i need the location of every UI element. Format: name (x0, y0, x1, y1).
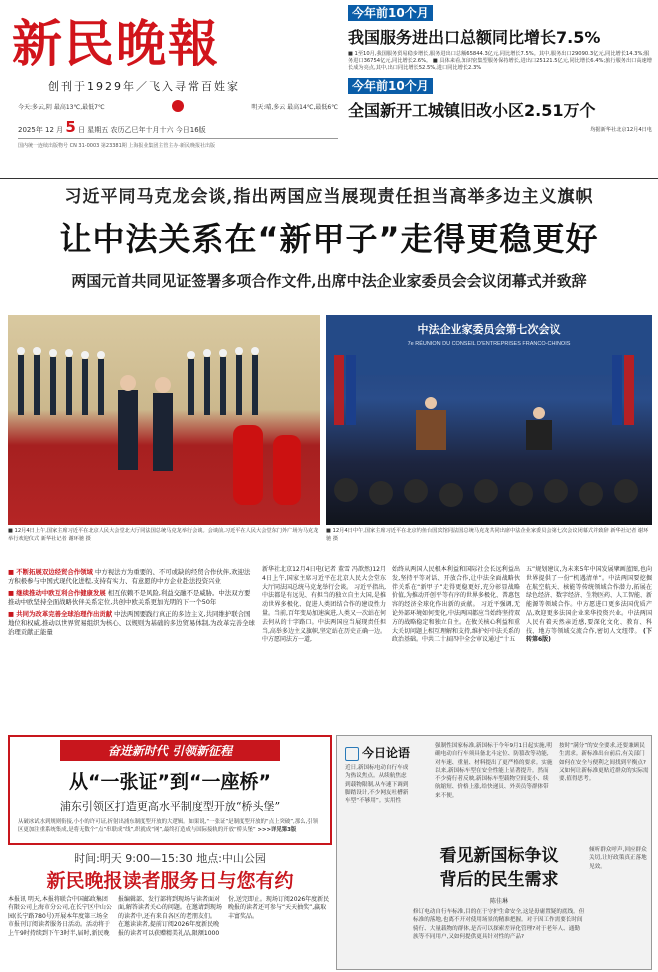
item1-body: ■ 1至10月,我国服务贸易稳步增长,服务进出口总额65844.3亿元,同比增长7.5%。其中,服务出口29090.3亿元,同比增长14.3%;服务进口36754亿元,同比增长2.6%。 ■ 具体来看,知识密集型服务保持增长,进出口25121.5亿元,同比增长6.4%;旅行服务出口高速增长成为亮点,其中,出口同比增长52.5%,进口同比增长2.3% (348, 51, 652, 71)
date-suffix: 日 星期五 农历乙巳年十月十六 今日16版 (78, 126, 206, 134)
weather-bar (18, 100, 338, 112)
date-prefix: 2025年 12 月 (18, 126, 64, 134)
key-point: ■ 继续推动中欧互利合作健康发展 相互依赖不是风险,利益交融不是威胁。中法双方要推动中欧坚持全面战略伙伴关系定位,共创中欧关系更加光明的下一个50年 (8, 588, 251, 607)
event-time: 时间:明天 9:00—15:30 地点:中山公园 (74, 852, 266, 865)
item2-title[interactable]: 全国新开工城镇旧改小区2.51万个 (348, 101, 596, 120)
item2-kicker: 今年前10个月 (348, 77, 652, 95)
weather-tomorrow: 明天:晴,多云 最高14℃,最低6℃ (251, 103, 338, 111)
lead-subhead: 两国元首共同见证签署多项合作文件,出席中法企业家委员会会议闭幕式并致辞 (71, 272, 587, 290)
photo-caption-right: ■ 12月4日中午,国家主席习近平在北京钓鱼台国宾馆同法国总统马克龙共同出席中法企业家委员会第七次会议闭幕式并致辞 新华社记者 谢环驰 摄 (326, 528, 649, 542)
event-body: 本报讯 明天,本报将联合中国邮政集团有限公司上海市分公司,在长宁区中山公园(长宁路780号)开展本年度第三场全市报刊订阅读者服务日活动。活动将于上午9时持续到下午3时半,届时,新民晚报编辑部、发行部将到现场与读者面对面,解答读者关心的问题。在邀请到现场的读者中,还有来自各区的老朋友们。 在邀读读者,提前订阅2026年度新民晚报的读者可以获赠精美礼品,限额1000份,送完即止。现场订阅2026年度新民晚报的读者还可参与“天天抽奖”,赢取丰富奖品。 (8, 896, 330, 937)
lead-kicker: 习近平同马克龙会谈,指出两国应当展现责任担当高举多边主义旗帜 (64, 187, 594, 207)
feature-body: 从破冰试水到规则衔接,小小的许可证,折射出浦东制度型开放的大逻辑。如果说,“一张证”是制度型开放的“点上突破”,那么,引领区更加注重系统集成,是将无数个“点”串联成“线”,织就成“网”,最终打造成与国际接轨的开放“桥头堡” >>>详见第3版 (18, 819, 319, 833)
publication-info: 国内统一连续出版物号 CN 31-0003 第23381期 上海报业集团主管主办·新民晚报社出版 (18, 138, 338, 149)
key-point: ■ 不断拓展双边经贸合作领域 中方视法方为重要的、不可或缺的经贸合作伙伴,欢迎法方积极参与中国式现代化进程,支持有实力、有意愿的中方企业赴法投资兴业 (8, 568, 251, 586)
newspaper-logo: 新民晚報 (12, 14, 220, 73)
entrepreneurs-meeting-photo[interactable] (326, 315, 652, 525)
feature-subtitle: 浦东引领区打造更高水平制度型开放“桥头堡” (59, 800, 281, 813)
commentary-column-b: 强制性国家标准,新国标于今年9月1日起实施,明确电动自行车须具备北斗定位、防篡改等功能,对车速、重量、材料提出了更严格的要求。实施以来,新国标车型在安全性能上显著提升。然而不少骑行者反映,新国标车型载物空间变小、续航缩短、价格上涨,给快递员、外卖员等群体带来不便。 (435, 743, 553, 799)
photo-caption-left: ■ 12月4日上午,国家主席习近平在北京人民大会堂北大厅同法国总统马克龙举行会谈。会谈前,习近平在人民大会堂东门外广场为马克龙举行欢迎仪式 新华社记者 谢环驰 摄 (8, 528, 319, 542)
weather-today: 今天:多云,阴 最高13℃,最低7℃ (18, 103, 105, 111)
feature-link[interactable]: >>>详见第3版 (257, 826, 297, 833)
commentary-title[interactable]: 看见新国标争议 背后的民生需求 (439, 846, 559, 890)
article-column-3: 五”规划建议,为未来5年中国发展擘画蓝图,也向世界提供了一份“机遇清单”。中法两国要挖掘在航空航天、核能等传统领域合作潜力,拓展在绿色经济、数字经济、生物医药、人工智能、新能源等领域合作。中方愿进口更多法国优质产品,欢迎更多法国企业来华投资兴业。中法两国人民有着天然亲近感,要深化文化、教育、科技、地方等领域交流合作,密切人文纽带。 (下转第6版) (526, 566, 653, 644)
masthead (8, 4, 338, 152)
lead-headline[interactable]: 让中法关系在“新甲子”走得更稳更好 (59, 220, 599, 258)
feature-box[interactable] (8, 735, 332, 845)
commentary-label: 今日论语 (345, 744, 425, 761)
welcome-ceremony-photo[interactable] (8, 315, 320, 525)
item1-kicker: 今年前10个月 (348, 4, 652, 22)
item2-credit: 均据新华社北京12月4日电 (590, 127, 652, 133)
commentary-column-a: 近日,新国标电动自行车成为热议焦点。从续航焦虑到载物限制,从车速下调到脚踏设计,不少网友吐槽新车型“不够用”。实用性 (345, 765, 409, 805)
sun-icon (172, 100, 184, 112)
continued-link[interactable]: (下转第6版) (526, 627, 652, 644)
slogan: 创刊于1929年／飞入寻常百姓家 (48, 80, 240, 93)
article-column-1: 新华社北京12月4日电(记者 董雪 冯歆然)12月4日上午,国家主席习近平在北京人民大会堂东大厅同法国总统马克龙举行会谈。 习近平指出,中法都是有远见、有担当的独立自主大国,是推动世界多极化、促进人类团结合作的建设性力量。当前,百年变局加速演进,人类又一次站在何去何从的十字路口。中法两国应当展现责任担当,高举多边主义旗帜,坚定站在历史正确一边。中方愿同法方一道, (262, 566, 386, 644)
date-day: 5 (65, 118, 76, 136)
ceremony-illustration (8, 315, 320, 525)
event-title[interactable]: 新民晚报读者服务日与您有约 (46, 870, 294, 892)
commentary-column-e: 倾听群众呼声,回应群众关切,让好政策真正落地见效。 (589, 847, 647, 870)
meeting-banner-fr: 7e RÉUNION DU CONSEIL D'ENTREPRISES FRANCO-CHINOIS (407, 341, 571, 347)
item1-title[interactable]: 我国服务进出口总额同比增长7.5% (348, 28, 601, 47)
commentary-column-d: 修订电动自行车标准,目的在于守护生命安全,这是毋庸置疑的底线。但标准的落地,也离不开对使用场景的精准把握。对于因工作需要长时间骑行、大量载物的群体,是否可以探索差异化管理?对于老年人、通勤族等不同用户,又如何提供更具针对性的产品? (413, 909, 585, 940)
divider (0, 178, 658, 179)
commentary-icon (345, 747, 359, 761)
commentary-column-c: 按时“满分”的安全要求,还要兼顾民生需求。新标准出台前后,有关部门如何在安全与便利之间找到平衡点?又如何让新标准更贴近群众的实际需要,值得思考。 (559, 743, 649, 783)
key-points (8, 568, 256, 640)
feature-title[interactable]: 从“一张证”到“一座桥” (69, 771, 271, 793)
feature-band: 奋进新时代 引领新征程 (60, 740, 280, 761)
top-news-box (348, 4, 652, 164)
commentary-author: 陈佳琳 (489, 898, 508, 905)
commentary-box (336, 735, 652, 970)
key-point: ■ 共同为改革完善全球治理作出贡献 中法两国要践行真正的多边主义,共同维护联合国地位和权威,推动以世界贸易组织为核心、以规则为基础的多边贸易体制,为改革完善全球治理贡献正能量 (8, 609, 255, 637)
meeting-illustration (326, 315, 652, 525)
dateline (18, 118, 206, 136)
meeting-banner-cn: 中法企业家委员会第七次会议 (417, 324, 561, 336)
article-column-2: 始终从两国人民根本利益和国际社会长远利益出发,坚持平等对话、开放合作,让中法全面战略伙伴关系在“新甲子”走得更稳更好,充分彰显战略价值,为推动开创平等有序的世界多极化、普惠包容的经济全球化作出新的贡献。 习近平强调,无论外部环境如何变化,中法两国都应当始终坚持双方的战略稳定和独立自主。在攸关核心利益和重大关切问题上相互理解和支持,维护好中法关系的政治基础。中共二十届四中全会审议通过“十五 (392, 566, 520, 644)
